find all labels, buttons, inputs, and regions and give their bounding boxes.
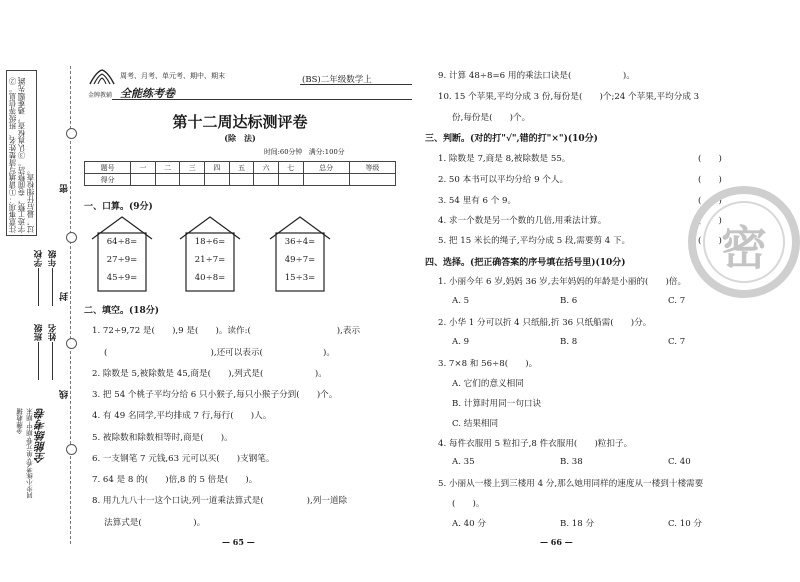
score-header: 四 (205, 162, 230, 174)
fill-question[interactable]: ( ),还可以表示( )。 (104, 348, 335, 358)
calc-house (90, 215, 154, 293)
score-cell[interactable] (180, 174, 205, 186)
calc-item[interactable]: 49÷7= (284, 255, 316, 265)
choice-option[interactable]: B. 8 (560, 337, 578, 347)
judge-answer-box[interactable]: ( ) (698, 216, 722, 226)
score-cell[interactable] (254, 174, 279, 186)
school-label: 学校 (34, 250, 44, 267)
side-brand-logo: 金牌教辅 (16, 408, 24, 434)
stamp-char: 密 (721, 221, 767, 275)
choice-option[interactable]: A. 9 (452, 337, 470, 347)
choice-question: 3. 7×8 和 56÷8( )。 (438, 359, 538, 369)
grade-input[interactable] (52, 268, 53, 306)
choice-option[interactable]: C. 40 (668, 457, 691, 467)
score-table (84, 161, 396, 186)
choice-option[interactable]: C. 10 分 (668, 519, 702, 529)
judge-question: 3. 54 里有 6 个 9。 (438, 196, 517, 206)
binding-margin (0, 0, 78, 582)
score-header: 三 (180, 162, 205, 174)
score-header: 五 (229, 162, 254, 174)
section-heading-2: 二、填空。(18分) (84, 306, 160, 316)
fill-question[interactable]: 5. 被除数和除数相等时,商是( )。 (92, 433, 233, 443)
judge-question: 4. 求一个数是另一个数的几倍,用乘法计算。 (438, 216, 607, 226)
page-number-left: — 65 — (222, 537, 255, 547)
name-label: 姓名 (48, 324, 58, 341)
judge-answer-box[interactable]: ( ) (698, 236, 722, 246)
logo-icon (88, 66, 116, 90)
section-heading-4: 四、选择。(把正确答案的序号填在括号里)(10分) (425, 258, 626, 268)
choice-option[interactable]: B. 18 分 (560, 519, 595, 529)
section-heading-3: 三、判断。(对的打"√",错的打"×")(10分) (425, 134, 598, 144)
page-title: 第十二周达标测评卷 (172, 113, 308, 131)
header-rule (112, 99, 412, 100)
binding-hole (66, 444, 77, 455)
fill-question[interactable]: 1. 72÷9,72 是( ),9 是( )。读作:( ),表示 (92, 326, 361, 336)
fill-question[interactable]: 份,每份是( )个。 (452, 113, 531, 123)
binding-hole (66, 128, 77, 139)
fill-question[interactable]: 7. 64 是 8 的( )倍,8 的 5 倍是( )。 (92, 475, 258, 485)
name-input[interactable] (52, 342, 53, 380)
choice-option[interactable]: C. 7 (668, 337, 686, 347)
section-heading-1: 一、口算。(9分) (84, 202, 153, 212)
judge-question: 1. 除数是 7,商是 8,被除数是 55。 (438, 154, 571, 164)
score-header: 总分 (303, 162, 349, 174)
score-header: 题号 (85, 162, 131, 174)
page-subtitle: (除 法) (224, 133, 256, 143)
score-header: 等级 (349, 162, 395, 174)
binding-hole (66, 232, 77, 243)
fill-question[interactable]: 3. 把 54 个桃子平均分给 6 只小猴子,每只小猴子分到( )个。 (92, 390, 338, 400)
judge-question: 5. 把 15 米长的绳子,平均分成 5 段,需要剪 4 下。 (438, 236, 631, 246)
logo-text: 金牌教辅 (88, 92, 113, 99)
confidential-stamp (688, 186, 800, 298)
fill-question[interactable]: 9. 计算 48÷8=6 用的乘法口诀是( )。 (438, 71, 635, 81)
side-brand-sub: 同步小练考卷·单元卷·期中·期末 (26, 408, 34, 499)
calc-item[interactable]: 18÷6= (194, 237, 226, 247)
calc-house (178, 215, 242, 293)
side-brand (14, 402, 58, 538)
score-row (85, 174, 396, 186)
score-cell[interactable] (155, 174, 180, 186)
choice-question: 4. 每件衣服用 5 粒扣子,8 件衣服用( )粒扣子。 (438, 439, 633, 449)
header-grade: (BS)二年级数学上 (302, 75, 372, 85)
calc-item[interactable]: 21÷7= (194, 255, 226, 265)
fill-question[interactable]: 6. 一支钢笔 7 元钱,63 元可以买( )支钢笔。 (92, 454, 275, 464)
choice-question: 2. 小华 1 分可以折 4 只纸船,折 36 只纸船需( )分。 (438, 318, 652, 328)
choice-option[interactable]: A. 5 (452, 296, 470, 306)
choice-question: 1. 小丽今年 6 岁,妈妈 36 岁,去年妈妈的年龄是小丽的( )倍。 (438, 277, 687, 287)
fill-question[interactable]: 2. 除数是 5,被除数是 45,商是( ),列式是( )。 (92, 369, 327, 379)
seal-char: 密 (60, 184, 70, 193)
exam-meta: 时间:60分钟 满分:100分 (264, 148, 345, 156)
score-cell[interactable] (278, 174, 303, 186)
score-header-row (85, 162, 396, 174)
score-cell[interactable] (303, 174, 349, 186)
student-fields (34, 250, 58, 400)
header-series: 全能练考卷 (120, 87, 175, 100)
choice-option[interactable]: B. 38 (560, 457, 583, 467)
class-label: 班级 (34, 324, 44, 341)
calc-item[interactable]: 36÷4= (284, 237, 316, 247)
score-cell[interactable] (229, 174, 254, 186)
choice-option[interactable]: A. 35 (452, 457, 475, 467)
school-input[interactable] (38, 268, 39, 306)
calc-item[interactable]: 45÷9= (106, 273, 138, 283)
instructions-box: 注意事项：①请填写清楚姓名、班级等信息。②字迹工整，卷面整洁。③认真检查，遇难题先跳过，最后仔细检查。 (6, 70, 37, 236)
score-cell[interactable] (131, 174, 156, 186)
fill-question[interactable]: 法算式是( )。 (104, 518, 206, 528)
judge-answer-box[interactable]: ( ) (698, 154, 722, 164)
calc-house (268, 215, 332, 293)
choice-option[interactable]: A. 40 分 (452, 519, 486, 529)
page-number-right: — 66 — (540, 537, 573, 547)
judge-answer-box[interactable]: ( ) (698, 175, 722, 185)
choice-option[interactable]: B. 6 (560, 296, 578, 306)
fill-question[interactable]: 10. 15 个苹果,平均分成 3 份,每份是( )个;24 个苹果,平均分成 3 (438, 92, 700, 102)
score-header: 一 (131, 162, 156, 174)
choice-question: 5. 小丽从一楼上到三楼用 4 分,那么她用同样的速度从一楼到十楼需要 (438, 479, 704, 489)
score-row-label: 得分 (85, 174, 131, 186)
calc-item[interactable]: 27÷9= (106, 255, 138, 265)
score-header: 七 (278, 162, 303, 174)
calc-item[interactable]: 40÷8= (194, 273, 226, 283)
choice-option[interactable]: B. 计算时用同一句口诀 (452, 399, 542, 409)
seal-char: 线 (60, 390, 70, 399)
choice-option[interactable]: C. 结果相同 (452, 419, 499, 429)
score-header: 六 (254, 162, 279, 174)
fill-question[interactable]: 8. 用九九八十一这个口诀,列一道乘法算式是( ),列一道除 (92, 496, 348, 506)
calc-item[interactable]: 15÷3= (284, 273, 316, 283)
score-cell[interactable] (205, 174, 230, 186)
calc-item[interactable]: 64÷8= (106, 237, 138, 247)
judge-answer-box[interactable]: ( ) (698, 196, 722, 206)
score-header: 二 (155, 162, 180, 174)
grade-label: 年级 (48, 250, 58, 267)
choice-option[interactable]: A. 它们的意义相同 (452, 379, 524, 389)
header-grade-rule (300, 84, 412, 85)
fill-question[interactable]: 4. 有 49 名同学,平均排成 7 行,每行( )人。 (92, 411, 272, 421)
choice-question-cont[interactable]: ( )。 (452, 499, 485, 509)
score-cell[interactable] (349, 174, 395, 186)
choice-option[interactable]: C. 7 (668, 296, 686, 306)
header-tagline: 周考、月考、单元考、期中、期末 (120, 72, 225, 80)
side-brand-title: 全能练考卷 (34, 408, 47, 463)
seal-char: 封 (60, 292, 70, 301)
binding-hole (66, 338, 77, 349)
class-input[interactable] (38, 342, 39, 380)
judge-question: 2. 50 本书可以平均分给 9 个人。 (438, 175, 569, 185)
